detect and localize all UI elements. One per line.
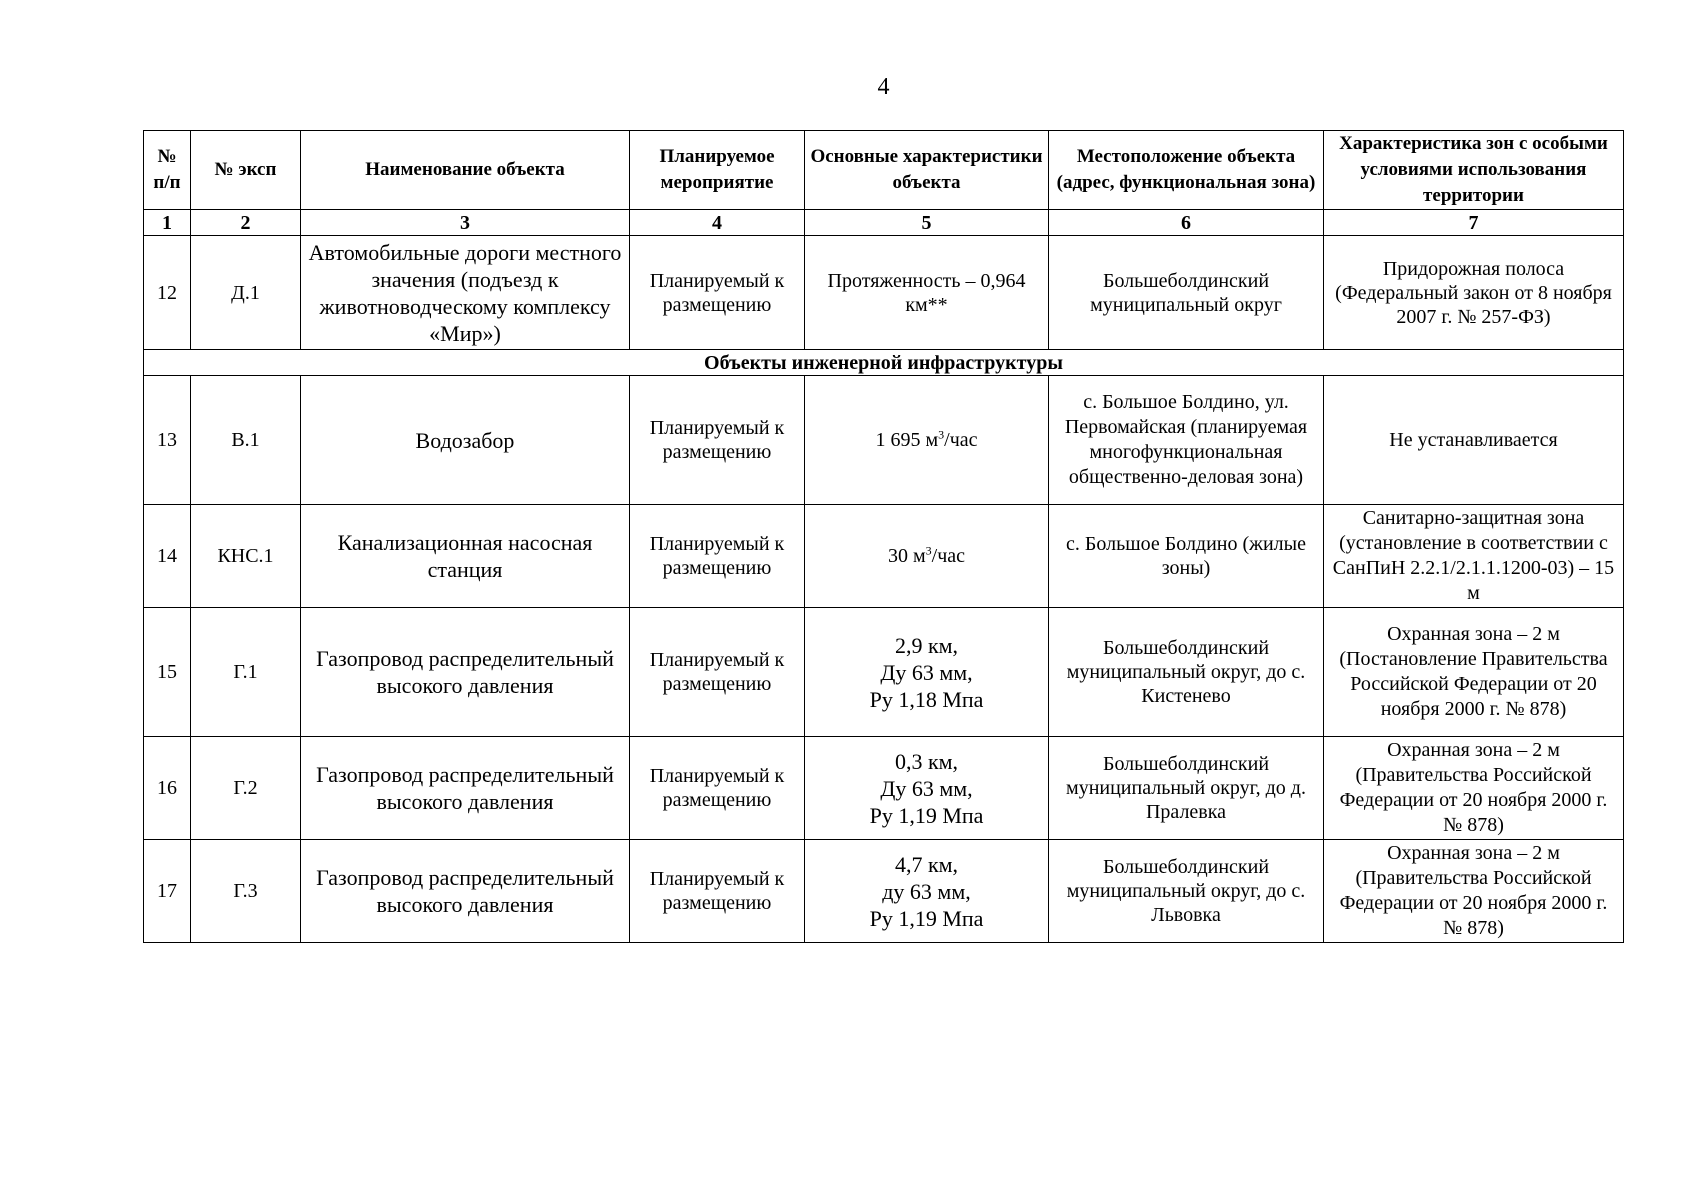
row-location: Большеболдинский муниципальный округ (1049, 236, 1324, 350)
row-action: Планируемый к размещению (630, 236, 805, 350)
row-action: Планируемый к размещению (630, 376, 805, 505)
column-index-row (144, 210, 1624, 236)
capacity-unit: /час (931, 545, 966, 567)
row-number: 13 (144, 376, 191, 505)
characteristic-line: Ду 63 мм, (880, 659, 973, 685)
row-characteristics (805, 840, 1049, 943)
column-index: 1 (144, 210, 191, 236)
row-zone: Охранная зона – 2 м (Правительства Российской Федерации от 20 ноября 2000 г. № 878) (1324, 737, 1624, 840)
page-number: 4 (877, 74, 890, 100)
row-characteristics (805, 505, 1049, 608)
row-location: с. Большое Болдино, ул. Первомайская (планируемая многофункциональная общественно-деловая зона) (1049, 376, 1324, 505)
row-location: Большеболдинский муниципальный округ, до с. Кистенево (1049, 608, 1324, 737)
row-number: 16 (144, 737, 191, 840)
row-location: с. Большое Болдино (жилые зоны) (1049, 505, 1324, 608)
row-characteristics (805, 737, 1049, 840)
table-row (144, 608, 1624, 737)
column-header-action: Планируемое мероприятие (630, 131, 805, 210)
row-zone: Не устанавливается (1324, 376, 1624, 505)
row-characteristics: Протяженность – 0,964 км** (805, 236, 1049, 350)
row-location: Большеболдинский муниципальный округ, до д. Пралевка (1049, 737, 1324, 840)
row-zone: Охранная зона – 2 м (Правительства Российской Федерации от 20 ноября 2000 г. № 878) (1324, 840, 1624, 943)
row-action: Планируемый к размещению (630, 840, 805, 943)
row-action: Планируемый к размещению (630, 608, 805, 737)
row-object-name: Газопровод распределительный высокого давления (301, 608, 630, 737)
row-number: 14 (144, 505, 191, 608)
capacity-exponent: 3 (925, 543, 932, 558)
column-header-characteristics: Основные характеристики объекта (805, 131, 1049, 210)
row-zone: Санитарно-защитная зона (установление в соответствии с СанПиН 2.2.1/2.1.1.1200-03) – 15 м (1324, 505, 1624, 608)
capacity-unit: /час (944, 429, 978, 451)
characteristic-line: Ду 63 мм, (880, 775, 973, 801)
row-number: 17 (144, 840, 191, 943)
column-header-num: № п/п (144, 131, 191, 210)
row-code: Д.1 (191, 236, 301, 350)
column-index: 6 (1049, 210, 1324, 236)
capacity-value: 1 695 м (875, 429, 939, 451)
row-zone: Охранная зона – 2 м (Постановление Правительства Российской Федерации от 20 ноября 2000 г. № 878) (1324, 608, 1624, 737)
column-index: 5 (805, 210, 1049, 236)
characteristic-line: 2,9 км, (894, 632, 959, 658)
table-row (144, 376, 1624, 505)
characteristic-line: Ру 1,18 Мпа (869, 686, 984, 712)
table-row (144, 737, 1624, 840)
column-header-code: № эксп (191, 131, 301, 210)
row-object-name: Водозабор (301, 376, 630, 505)
row-object-name: Автомобильные дороги местного значения (подъезд к животноводческому комплексу «Мир») (301, 236, 630, 350)
row-zone: Придорожная полоса (Федеральный закон от 8 ноября 2007 г. № 257-ФЗ) (1324, 236, 1624, 350)
row-action: Планируемый к размещению (630, 505, 805, 608)
column-index: 4 (630, 210, 805, 236)
row-code: Г.3 (191, 840, 301, 943)
column-index: 2 (191, 210, 301, 236)
column-header-zone: Характеристика зон с особыми условиями использования территории (1324, 131, 1624, 210)
section-row (144, 350, 1624, 376)
characteristic-line: 4,7 км, (894, 851, 959, 877)
row-code: Г.1 (191, 608, 301, 737)
row-object-name: Газопровод распределительный высокого давления (301, 737, 630, 840)
objects-table (143, 130, 1624, 943)
row-code: КНС.1 (191, 505, 301, 608)
row-action: Планируемый к размещению (630, 737, 805, 840)
column-header-location: Местоположение объекта (адрес, функциональная зона) (1049, 131, 1324, 210)
row-location: Большеболдинский муниципальный округ, до с. Львовка (1049, 840, 1324, 943)
characteristic-line: 0,3 км, (894, 748, 959, 774)
row-number: 12 (144, 236, 191, 350)
characteristic-line: Ру 1,19 Мпа (869, 905, 984, 931)
row-object-name: Канализационная насосная станция (301, 505, 630, 608)
row-number: 15 (144, 608, 191, 737)
row-code: Г.2 (191, 737, 301, 840)
table-row (144, 236, 1624, 350)
table-row (144, 505, 1624, 608)
row-characteristics (805, 608, 1049, 737)
row-code: В.1 (191, 376, 301, 505)
capacity-value: 30 м (887, 545, 926, 567)
row-characteristics (805, 376, 1049, 505)
characteristic-line: ду 63 мм, (882, 878, 971, 904)
column-index: 3 (301, 210, 630, 236)
capacity-exponent: 3 (938, 427, 945, 442)
column-header-name: Наименование объекта (301, 131, 630, 210)
section-title: Объекты инженерной инфраструктуры (144, 350, 1624, 376)
column-index: 7 (1324, 210, 1624, 236)
header-row (144, 131, 1624, 210)
characteristic-line: Ру 1,19 Мпа (869, 802, 984, 828)
table-row (144, 840, 1624, 943)
row-object-name: Газопровод распределительный высокого давления (301, 840, 630, 943)
